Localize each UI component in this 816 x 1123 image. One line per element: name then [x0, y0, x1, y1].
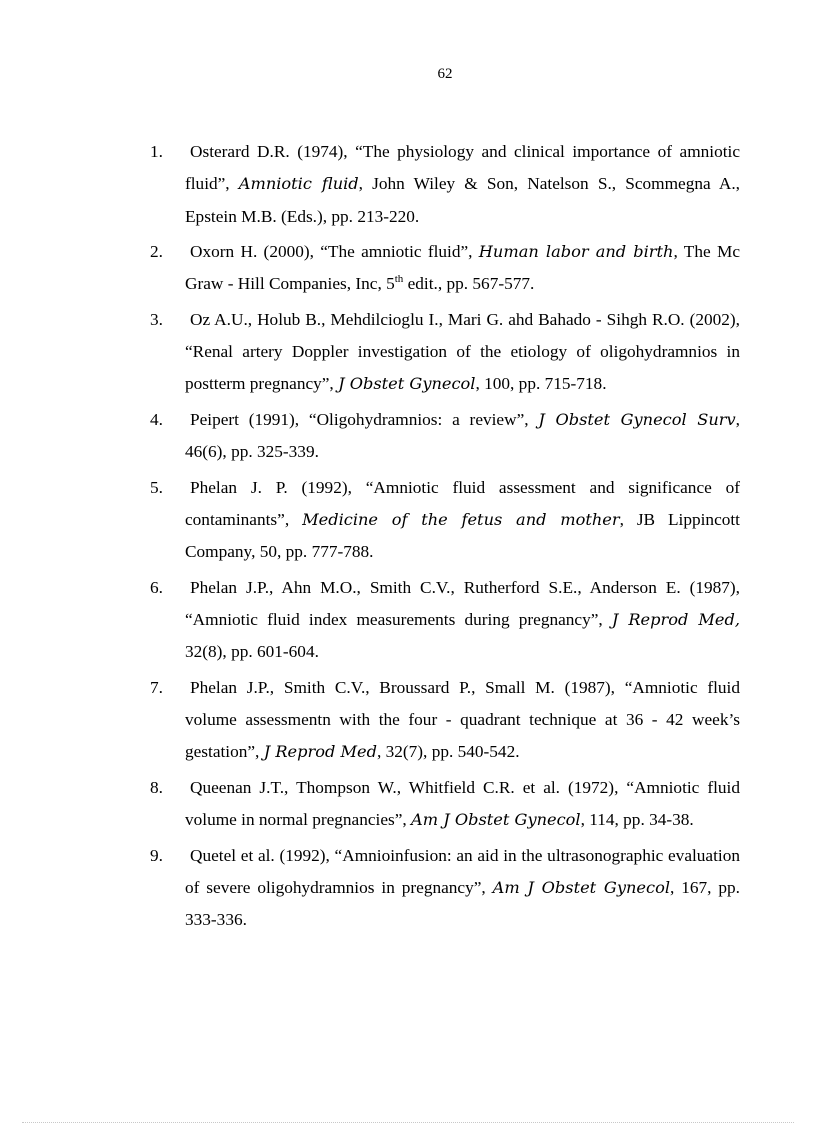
reference-text-segment: edit., pp. 567-577.	[403, 274, 535, 294]
reference-item	[150, 136, 740, 233]
reference-item	[150, 572, 740, 669]
reference-number: 3.	[150, 309, 163, 329]
reference-number: 1.	[150, 142, 163, 161]
reference-source-title: Am J Obstet Gynecol	[411, 810, 581, 830]
reference-source-title: J Obstet Gynecol Surv	[538, 409, 736, 429]
reference-source-title: Amniotic fluid	[238, 174, 359, 194]
reference-text-segment: , 114, pp. 34-38.	[580, 810, 694, 830]
reference-text-segment: , The Mc Graw - Hill Companies, Inc, 5	[185, 242, 740, 294]
reference-text	[185, 304, 740, 401]
page-number: 62	[437, 66, 453, 82]
reference-text	[185, 840, 740, 937]
reference-number: 8.	[150, 777, 163, 797]
reference-item	[150, 772, 740, 837]
reference-text-segment: Queenan J.T., Thompson W., Whitfield C.R. et al. (1972), “Amniotic fluid volume in normal pregnancies”,	[185, 777, 740, 830]
reference-item	[150, 236, 740, 301]
reference-source-title: J Obstet Gynecol	[338, 374, 476, 394]
reference-number: 4.	[150, 409, 163, 429]
reference-text	[185, 472, 740, 569]
reference-text	[185, 136, 740, 233]
reference-text	[185, 404, 740, 469]
reference-text-segment: , 100, pp. 715-718.	[475, 374, 607, 394]
reference-text-segment: Phelan J.P., Ahn M.O., Smith C.V., Rutherford S.E., Anderson E. (1987), “Amniotic fluid index measurements during pregnancy”,	[185, 577, 740, 630]
reference-text-segment: , 167, pp. 333-336.	[185, 878, 740, 930]
reference-text-segment: Peipert (1991), “Oligohydramnios: a review”,	[190, 409, 539, 429]
reference-text-segment: 32(8), pp. 601-604.	[185, 642, 319, 662]
reference-source-title: J Reprod Med	[263, 742, 377, 762]
reference-text-segment: , John Wiley & Son, Natelson S., Scommegna A., Epstein M.B. (Eds.), pp. 213-220.	[185, 174, 740, 226]
reference-text	[185, 672, 740, 769]
reference-number: 7.	[150, 677, 163, 697]
reference-text-segment: , JB Lippincott Company, 50, pp. 777-788.	[185, 510, 740, 562]
reference-text-segment: Phelan J. P. (1992), “Amniotic fluid assessment and significance of contaminants”,	[185, 477, 740, 530]
reference-number: 9.	[150, 845, 163, 865]
reference-item	[150, 472, 740, 569]
reference-text-segment: Oz A.U., Holub B., Mehdilcioglu I., Mari G. ahd Bahado - Sihgh R.O. (2002), “Renal artery Doppler investigation of the etiology of oligohydramnios in postterm pregnancy”,	[185, 309, 740, 394]
reference-text	[185, 772, 740, 837]
reference-item	[150, 304, 740, 401]
reference-number: 2.	[150, 242, 163, 262]
reference-source-title: Human labor and birth	[478, 242, 674, 262]
reference-item	[150, 840, 740, 937]
reference-text-segment: Osterard D.R. (1974), “The physiology and clinical importance of amniotic fluid”,	[185, 142, 740, 194]
reference-text-segment: , 46(6), pp. 325-339.	[185, 409, 740, 462]
superscript: th	[394, 273, 404, 286]
reference-source-title: Medicine of the fetus and mother	[302, 510, 620, 530]
reference-text-segment: Phelan J.P., Smith C.V., Broussard P., Small M. (1987), “Amniotic fluid volume assessmentn with the four - quadrant technique at 36 - 42 week’s gestation”,	[185, 677, 740, 762]
reference-item	[150, 404, 740, 469]
reference-text-segment: Quetel et al. (1992), “Amnioinfusion: an aid in the ultrasonographic evaluation of severe oligohydramnios in pregnancy”,	[185, 845, 740, 898]
reference-text	[185, 236, 740, 301]
reference-source-title: J Reprod Med,	[611, 610, 740, 630]
reference-number: 6.	[150, 577, 163, 597]
reference-source-title: Am J Obstet Gynecol	[492, 878, 670, 898]
reference-text	[185, 572, 740, 669]
reference-item	[150, 672, 740, 769]
reference-list	[150, 136, 740, 940]
reference-text-segment: , 32(7), pp. 540-542.	[376, 742, 520, 762]
reference-text-segment: Oxorn H. (2000), “The amniotic fluid”,	[190, 242, 479, 262]
reference-number: 5.	[150, 477, 163, 497]
